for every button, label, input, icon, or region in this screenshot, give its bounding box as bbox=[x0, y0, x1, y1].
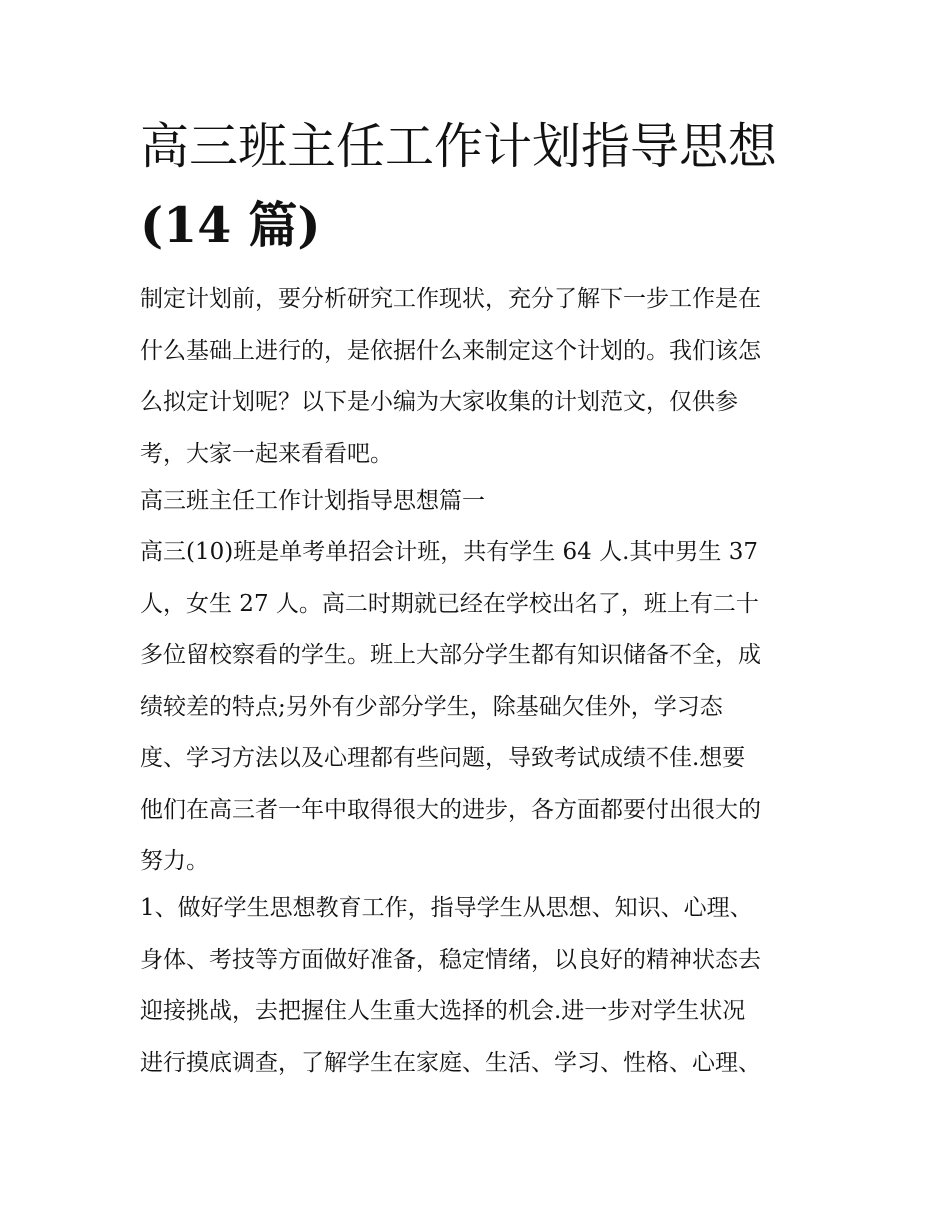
intro-line: 么拟定计划呢？以下是小编为大家收集的计划范文，仅供参 bbox=[140, 389, 738, 415]
paragraph-line: 身体、考技等方面做好准备，稳定情绪，以良好的精神状态去 bbox=[140, 946, 761, 973]
intro-line: 考，大家一起来看看吧。 bbox=[140, 440, 393, 467]
paragraph-line: 1、做好学生思想教育工作，指导学生从思想、知识、心理、 bbox=[140, 895, 753, 921]
paragraph-line: 绩较差的特点;另外有少部分学生，除基础欠佳外，学习态 bbox=[140, 693, 723, 720]
section-heading-text: 高三班主任工作计划指导思想篇一 bbox=[140, 488, 485, 514]
intro-paragraph bbox=[140, 274, 820, 480]
section-heading bbox=[140, 476, 820, 528]
paragraph-line: 迎接挑战，去把握住人生重大选择的机会.进一步对学生状况 bbox=[140, 998, 746, 1024]
paragraph-line: 进行摸底调查，了解学生在家庭、生活、学习、性格、心理、 bbox=[140, 1049, 761, 1076]
paragraph-line: 努力。 bbox=[140, 848, 209, 874]
paragraph-line: 度、学习方法以及心理都有些问题，导致考试成绩不佳.想要 bbox=[140, 745, 746, 771]
paragraph-line: 人，女生 27 人。高二时期就已经在学校出名了，班上有二十 bbox=[140, 590, 759, 617]
document-title bbox=[140, 108, 820, 264]
paragraph-line: 高三(10)班是单考单招会计班，共有学生 64 人.其中男生 37 bbox=[140, 539, 758, 565]
paragraph-line: 多位留校察看的学生。班上大部分学生都有知识储备不全，成 bbox=[140, 642, 761, 668]
paragraph-line: 他们在高三者一年中取得很大的进步，各方面都要付出很大的 bbox=[140, 796, 761, 823]
body-paragraph-2 bbox=[140, 883, 820, 1089]
intro-line: 制定计划前，要分析研究工作现状，充分了解下一步工作是在 bbox=[140, 286, 761, 312]
intro-line: 什么基础上进行的，是依据什么来制定这个计划的。我们该怎 bbox=[140, 337, 761, 364]
title-line-2: (14 篇) bbox=[140, 196, 321, 254]
title-line-1: 高三班主任工作计划指导思想 bbox=[140, 118, 778, 175]
body-paragraph-1 bbox=[140, 527, 820, 888]
